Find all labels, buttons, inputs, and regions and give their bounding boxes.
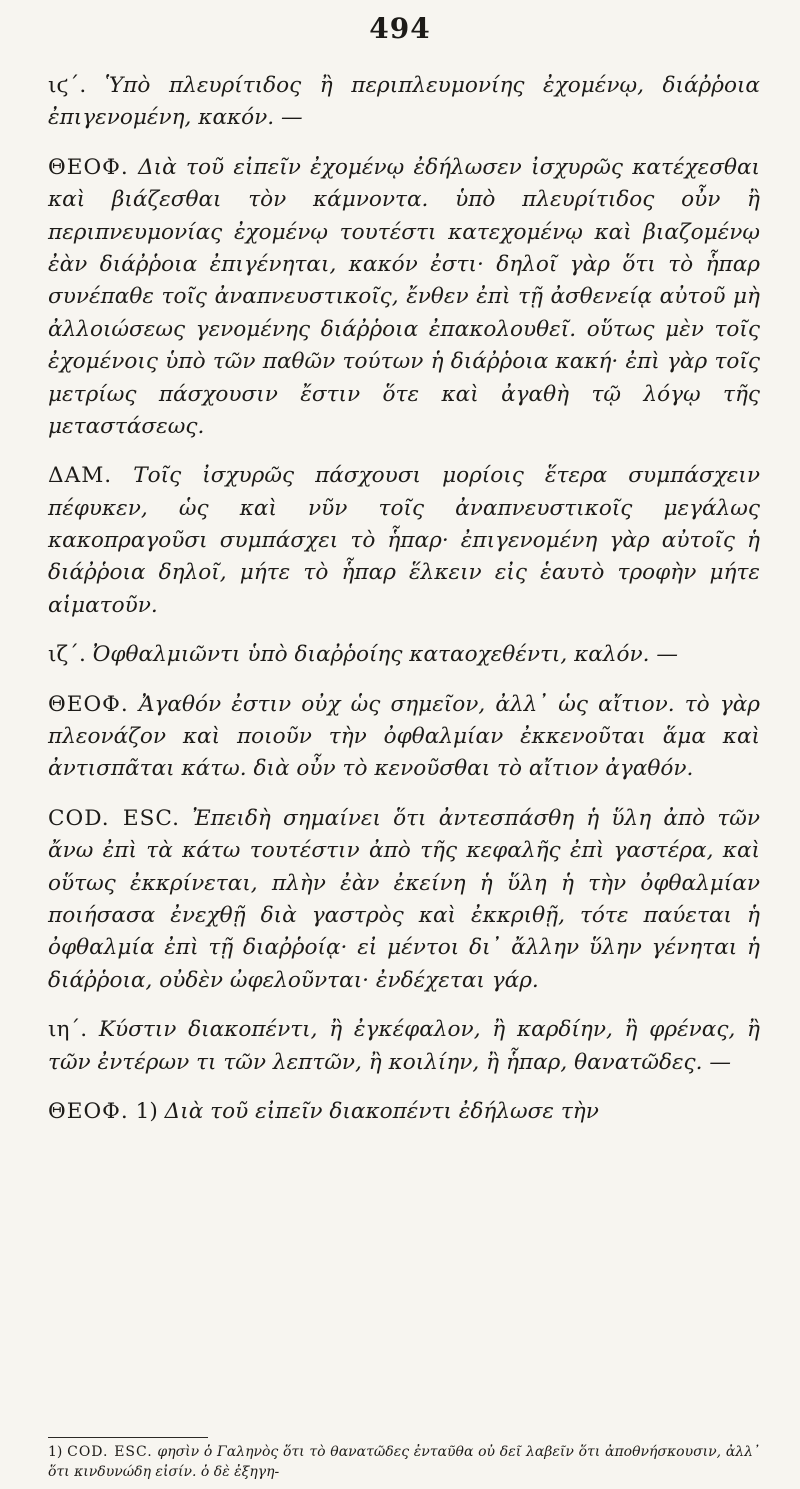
commentary-text: Ἀγαθόν ἐστιν οὐχ ὡς σημεῖον, ἀλλ᾿ ὡς αἴτιον. τὸ γὰρ πλεονάζον καὶ ποιοῦν τὴν ὀφθαλμίαν ἐκκενοῦται ἅμα καὶ ἀντισπᾶται κάτω. διὰ οὖν τὸ κενοῦσθαι τὸ αἴτιον ἀγαθόν. <box>48 691 760 782</box>
footnote-reference: 1) <box>135 1098 158 1124</box>
commentator-label: ΘΕΟΦ. <box>48 691 129 717</box>
footnote-label: COD. ESC. <box>67 1444 153 1460</box>
commentary-text: Ἐπειδὴ σημαίνει ὅτι ἀντεσπάσθη ἡ ὕλη ἀπὸ τῶν ἄνω ἐπὶ τὰ κάτω τουτέστιν ἀπὸ τῆς κεφαλῆς ἐπὶ γαστέρα, καὶ οὕτως ἐκκρίνεται, πλὴν ἐὰν ἐκείνη ἡ ὕλη ἡ τὴν ὀφθαλμίαν ποιήσασα ἐνεχθῇ διὰ γαστρὸς καὶ ἐκκριθῇ, τότε παύεται ἡ ὀφθαλμία ἐπὶ τῇ διαῤῥοίᾳ· εἰ μέντοι δι᾿ ἄλλην ὕλην γένηται ἡ διάῤῥοια, οὐδὲν ὠφελοῦνται· ἐνδέχεται γάρ. <box>48 805 760 993</box>
aphorism-17 <box>48 639 760 671</box>
commentary-theophilus-3 <box>48 1096 760 1128</box>
commentary-theophilus-2 <box>48 689 760 786</box>
commentary-codex-escorial <box>48 803 760 997</box>
page-number: 494 <box>369 12 431 45</box>
commentator-label: ΔΑΜ. <box>48 463 113 489</box>
commentator-label: ΘΕΟΦ. <box>48 154 129 180</box>
commentator-label: ΘΕΟΦ. <box>48 1098 129 1124</box>
footnote-text: φησὶν ὁ Γαληνὸς ὅτι τὸ θανατῶδες ἐνταῦθα οὐ δεῖ λαβεῖν ὅτι ἀποθνήσκουσιν, ἀλλ᾿ ὅτι κινδυνώδη εἰσίν. ὁ δὲ ἐξηγη- <box>48 1444 761 1481</box>
main-text <box>48 60 760 1128</box>
aphorism-number: ιζ΄. <box>48 642 86 668</box>
aphorism-text: Ὀφθαλμιῶντι ὑπὸ διαῤῥοίης καταοχεθέντι, καλόν. — <box>92 642 678 668</box>
footnote <box>48 1442 760 1483</box>
aphorism-16 <box>48 70 760 135</box>
commentary-text: Τοῖς ἰσχυρῶς πάσχουσι μορίοις ἕτερα συμπάσχειν πέφυκεν, ὡς καὶ νῦν τοῖς ἀναπνευστικοῖς μεγάλως κακοπραγοῦσι συμπάσχει τὸ ἧπαρ· ἐπιγενομένη γὰρ αὐτοῖς ἡ διάῤῥοια δηλοῖ, μήτε τὸ ἧπαρ ἕλκειν εἰς ἑαυτὸ τροφὴν μήτε αἱματοῦν. <box>48 463 760 618</box>
commentary-text: Διὰ τοῦ εἰπεῖν διακοπέντι ἐδήλωσε τὴν <box>164 1098 599 1124</box>
aphorism-number: ιϛ΄. <box>48 73 87 98</box>
aphorism-18 <box>48 1014 760 1079</box>
aphorism-number: ιη΄. <box>48 1017 88 1043</box>
commentary-theophilus-1 <box>48 152 760 444</box>
footnote-divider <box>48 1437 208 1438</box>
commentator-label: COD. ESC. <box>48 805 180 831</box>
aphorism-text: Ὑπὸ πλευρίτιδος ἢ περιπλευμονίης ἐχομένῳ, διάῤῥοια ἐπιγενομένη, κακόν. — <box>48 73 760 131</box>
commentary-damascius <box>48 460 760 622</box>
commentary-text: Διὰ τοῦ εἰπεῖν ἐχομένῳ ἐδήλωσεν ἰσχυρῶς κατέχεσθαι καὶ βιάζεσθαι τὸν κάμνοντα. ὑπὸ πλευρίτιδος οὖν ἢ περιπνευμονίας ἐχομένῳ τουτέστι κατεχομένῳ καὶ βιαζομένῳ ἐὰν διάῤῥοια ἐπιγένηται, κακόν ἐστι· δηλοῖ γὰρ ὅτι τὸ ἧπαρ συνέπαθε τοῖς ἀναπνευστικοῖς, ἔνθεν ἐπὶ τῇ ἀσθενείᾳ αὐτοῦ μὴ ἀλλοιώσεως γενομένης διάῤῥοια ἐπακολουθεῖ. οὕτως μὲν τοῖς ἐχομένοις ὑπὸ τῶν παθῶν τούτων ἡ διάῤῥοια κακή· ἐπὶ γὰρ τοῖς μετρίως πάσχουσιν ἔστιν ὅτε καὶ ἀγαθὴ τῷ λόγῳ τῆς μεταστάσεως. <box>48 154 760 439</box>
footnote-mark: 1) <box>48 1444 63 1460</box>
aphorism-text: Κύστιν διακοπέντι, ἢ ἐγκέφαλον, ἢ καρδίην, ἢ φρένας, ἢ τῶν ἐντέρων τι τῶν λεπτῶν, ἢ κοιλίην, ἢ ἧπαρ, θανατῶδες. — <box>48 1017 760 1075</box>
